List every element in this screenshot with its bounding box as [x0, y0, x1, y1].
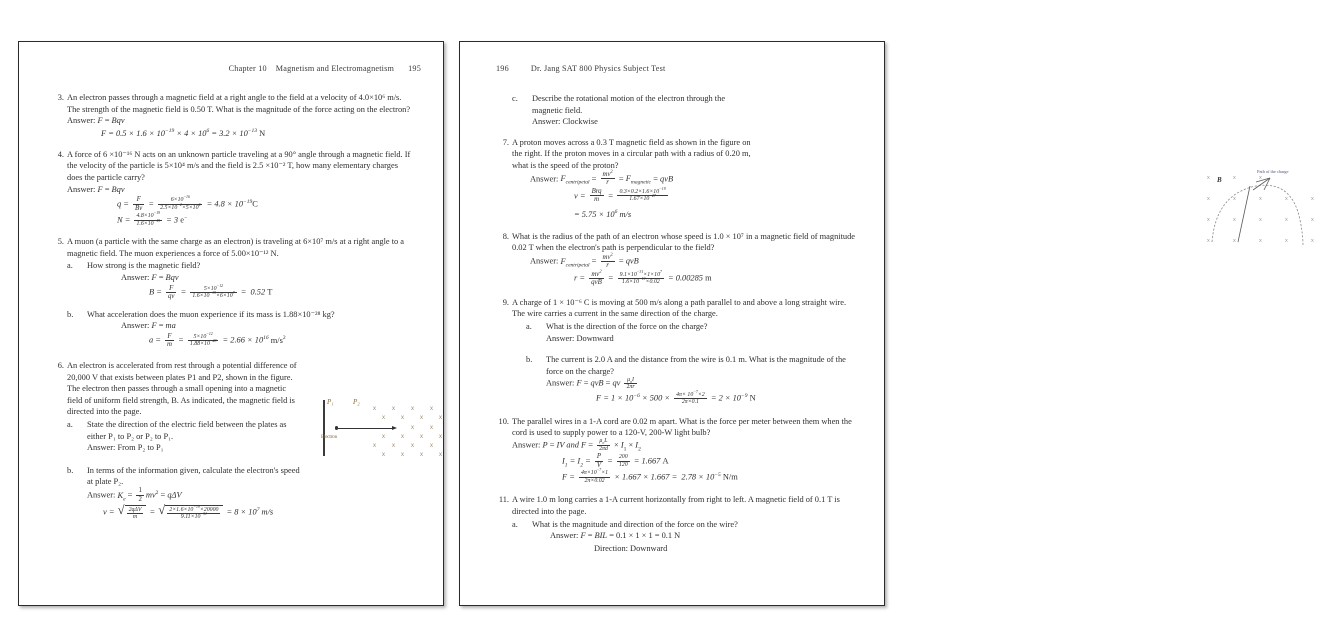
part-c-label: c.	[512, 94, 518, 103]
question-4-text: A force of 6 ×10⁻¹⁶ N acts on an unknown particle traveling at a 90° angle through a magnetic field. If the velocity of the particle is 5×10⁴ m/s and the field is 2.5 ×10⁻² T, how many elementary charges does the particle carry?	[67, 149, 411, 183]
right-page-body	[494, 92, 856, 564]
magnetic-field-into-page-marks: x x x x x x x x x x x x x x x x x x x x x x	[373, 406, 442, 458]
plate-2-label: P₂	[353, 398, 360, 406]
question-11-number: 11.	[498, 495, 509, 505]
part-a-direction: Direction: Downward	[594, 544, 668, 554]
question-5	[49, 236, 413, 349]
answer-label: Answer:	[121, 273, 150, 283]
part-a-text: State the direction of the electric field between the plates as either P₁ to P₂ or P₂ to P₁.	[87, 420, 287, 441]
question-7-work-1: v = $\frac{\text{Brq}}{m}$ = $\frac{0.3\times 0.2\times 1.6\times 10^{-19}}{1.67\times 10^{-27}}$	[574, 187, 666, 204]
part-a-label: a.	[526, 321, 532, 331]
question-6-part-c	[494, 93, 856, 128]
part-a-text: What is the direction of the force on the charge?	[546, 321, 708, 331]
answer-label: Answer:	[546, 378, 575, 388]
question-10-work-1: $I_1 = I_2$ = $\frac{P}{V}$ = $\frac{200}{120}$ = 1.667 A	[562, 453, 669, 469]
question-8-work: r = $\frac{mv^2}{\text{qvB}}$ = $\frac{9.1\times 10^{-31}\times 1\times 10^7}{1.6\times 10^{-19}\times 0.02}$ = 0.00285 m	[574, 268, 712, 286]
answer-label: Answer:	[550, 531, 579, 541]
figure-proton-circular-path: B Path of the charge x x x x x x x x x x x x x x x x x x	[1204, 168, 1342, 268]
part-a-answer: Answer: F = BIL = 0.1 × 1 × 1 = 0.1 N	[550, 531, 681, 541]
question-4-work-1: q = $\frac{F}{Bv}$ = $\frac{6\times 10^{-16}}{2.5\times 10^{-2}\times 5\times 10^4}$ = $4.8 \times 10^{-19}C$	[117, 195, 258, 212]
part-a-text: How strong is the magnetic field?	[87, 261, 201, 271]
question-9-part-b	[512, 354, 856, 406]
figure-plates-and-field	[319, 398, 455, 462]
question-3	[49, 92, 413, 140]
page-header-right	[496, 64, 665, 73]
question-7-work-2: = $5.75 \times 10^6$ m/s	[574, 209, 632, 220]
question-3-work: $F = 0.5 \times 1.6 \times 10^{-19} \times 4 \times 10^6 = 3.2 \times 10^{-13}$ N	[101, 128, 266, 139]
part-b-work: $F = 1 \times 10^{-6} \times 500$ × $\frac{4\pi\times 10^{-7}\times 2}{2\pi\times 0.1}$ = $2 \times 10^{-9}$ N	[596, 389, 756, 405]
part-c-wrap	[512, 93, 856, 128]
question-5-part-b	[67, 309, 413, 349]
question-6-text: An electron is accelerated from rest through a potential difference of 20,000 V that exists between plates P1 and P2, shown in the figure. The electron then passes through a small opening into a magnetic field of uniform field strength, B. As indicated, the magnetic field is directed into the page.	[67, 361, 297, 417]
part-b-answer: Answer: $K_e$ = $\frac{1}{2}$ $mv^2 = q\Delta V$	[87, 487, 182, 503]
header-book-title: Dr. Jang SAT 800 Physics Subject Test	[530, 64, 666, 73]
part-b-answer: Answer: F = ma	[121, 321, 176, 331]
part-a-label: a.	[67, 420, 73, 429]
left-page-body	[49, 92, 413, 530]
question-6-part-b	[67, 465, 413, 521]
header-chapter-label: Chapter 10	[228, 64, 267, 73]
question-7-answer: Answer: $F_{centripetal}$ = $\frac{mv^2}{r}$ = $F_{magnetic}$ = qvB	[530, 168, 674, 187]
answer-label: Answer:	[67, 184, 96, 194]
answer-label: Answer:	[87, 490, 116, 500]
question-10-answer: Answer: P = IV and F = $\frac{\mu_oL}{2\pi d}$ × $I_1 \times I_2$	[512, 438, 641, 453]
part-a-answer: Answer: Downward	[546, 333, 614, 343]
question-4-answer: Answer: F = Bqv	[67, 184, 125, 194]
page-header-left	[19, 64, 421, 73]
path-of-charge-label: Path of the charge	[1257, 169, 1289, 174]
part-b-work: a = $\frac{F}{m}$ = $\frac{5\times 10^{-12}}{1.88\times 10^{-28}}$ = $2.66 \times 10^{16}$ $m/s^2$	[149, 332, 286, 349]
answer-label: Answer:	[530, 174, 559, 184]
answer-label: Answer:	[512, 440, 541, 450]
part-a-answer: Answer: From P₂ to P₁	[87, 443, 164, 453]
charge-path-curve	[1204, 168, 1342, 268]
question-11-part-a	[512, 519, 856, 555]
question-10-text: The parallel wires in a 1-A cord are 0.02 m apart. What is the force per meter between them when the cord is used to supply power to a 120-V, 200-W light bulb?	[512, 416, 852, 438]
question-3-number: 3.	[57, 93, 64, 102]
part-a-text: What is the magnitude and direction of the force on the wire?	[532, 519, 738, 529]
answer-label: Answer:	[67, 116, 96, 126]
question-9-part-a	[512, 321, 856, 344]
question-5-number: 5.	[57, 237, 64, 247]
page-right	[459, 41, 1314, 606]
part-b-work: v = √ $\frac{\text{2qΔV}}{m}$ = √ $\frac{2\times 1.6\times 10^{-19}\times 20000}{9.11\times 10^{-31}}$ = $8 \times 10^7$ m/s	[103, 503, 274, 520]
question-9-number: 9.	[502, 297, 509, 307]
question-8-answer: Answer: $F_{centripetal}$ = $\frac{mv^2}{r}$ = qvB	[530, 251, 639, 269]
part-b-label: b.	[526, 355, 533, 365]
question-11-text: A wire 1.0 m long carries a 1-A current horizontally from right to left. A magnetic field of 0.1 T is directed into the page.	[512, 495, 840, 516]
magnetic-field-label: B	[1217, 176, 1222, 184]
question-7-number: 7.	[502, 137, 509, 147]
part-b-text: In terms of the information given, calculate the electron's speed at plate P₂.	[87, 465, 300, 487]
question-7-text: A proton moves across a 0.3 T magnetic field as shown in the figure on the right. If the proton moves in a circular path with a radius of 0.20 m, what is the speed of the proton?	[512, 137, 751, 170]
question-9	[494, 297, 856, 406]
question-7	[494, 137, 856, 221]
part-a-label: a.	[67, 261, 73, 271]
question-8-text: What is the radius of the path of an electron whose speed is 1.0 × 10⁷ in a magnetic field of magnitude 0.02 T when the electron's path is perpendicular to the field?	[512, 231, 856, 253]
question-5-text: A muon (a particle with the same charge as an electron) is traveling at 6×10⁷ m/s at a right angle to a magnetic field. The muon experiences a force of 5.00×10⁻¹² N.	[67, 237, 405, 258]
question-8	[494, 231, 856, 287]
answer-label: Answer:	[121, 321, 150, 331]
part-b-label: b.	[67, 309, 74, 319]
question-9-text: A charge of 1 × 10⁻⁶ C is moving at 500 m/s along a path parallel to and above a long straight wire. The wire carries a current in the same direction of the charge.	[512, 297, 847, 319]
question-6-number: 6.	[57, 361, 64, 371]
part-a-work: B = $\frac{F}{qv}$ = $\frac{5\times 10^{-12}}{1.6\times 10^{-19}\times 6\times 10^7}$ = 0.52 T	[149, 283, 273, 300]
part-b-answer: Answer: F = qvB = qv $\frac{\mu_oI}{2\pi r}$	[546, 376, 635, 390]
question-8-number: 8.	[502, 231, 509, 241]
part-a-answer: Answer: F = Bqv	[121, 273, 179, 283]
answer-label: Answer:	[530, 256, 559, 266]
header-page-number: 196	[496, 64, 509, 73]
part-b-text: The current is 2.0 A and the distance from the wire is 0.1 m. What is the magnitude of the force on the charge?	[546, 355, 846, 376]
question-4-work-2: N = $\frac{4.8\times 10^{-19}}{1.6\times 10^{-19}}$ = 3 e−	[117, 211, 188, 227]
question-4-number: 4.	[57, 149, 64, 159]
header-page-number: 195	[408, 64, 421, 73]
part-c-answer: Answer: Clockwise	[532, 117, 598, 127]
plate-1-label: P₁	[327, 398, 334, 406]
part-a-label: a.	[512, 519, 518, 529]
question-5-part-a	[67, 260, 413, 300]
question-10-number: 10.	[498, 416, 509, 426]
question-10-work-2: F = $\frac{4\pi\times 10^{-7}\times 1}{2\pi\times 0.02}$ × $1.667 \times 1.667 = 2.78 \times 10^{-5}$ N/m	[562, 468, 738, 484]
question-11	[494, 494, 856, 554]
question-3-text: An electron passes through a magnetic field at a right angle to the field at a velocity of 4.0×10⁶ m/s. The strength of the magnetic field is 0.50 T. What is the magnitude of the force acting on the electron?	[67, 93, 411, 114]
electron-label: Electron	[321, 434, 337, 440]
question-4	[49, 149, 413, 227]
part-b-text: What acceleration does the muon experience if its mass is 1.88×10⁻²⁸ kg?	[87, 309, 335, 319]
part-b-label: b.	[67, 465, 74, 475]
question-3-answer: Answer: F = Bqv	[67, 116, 125, 126]
header-chapter-title: Magnetism and Electromagnetism	[275, 64, 395, 73]
question-10	[494, 416, 856, 485]
page-left	[18, 41, 444, 606]
part-c-text: Describe the rotational motion of the electron through the magnetic field.	[532, 94, 726, 115]
